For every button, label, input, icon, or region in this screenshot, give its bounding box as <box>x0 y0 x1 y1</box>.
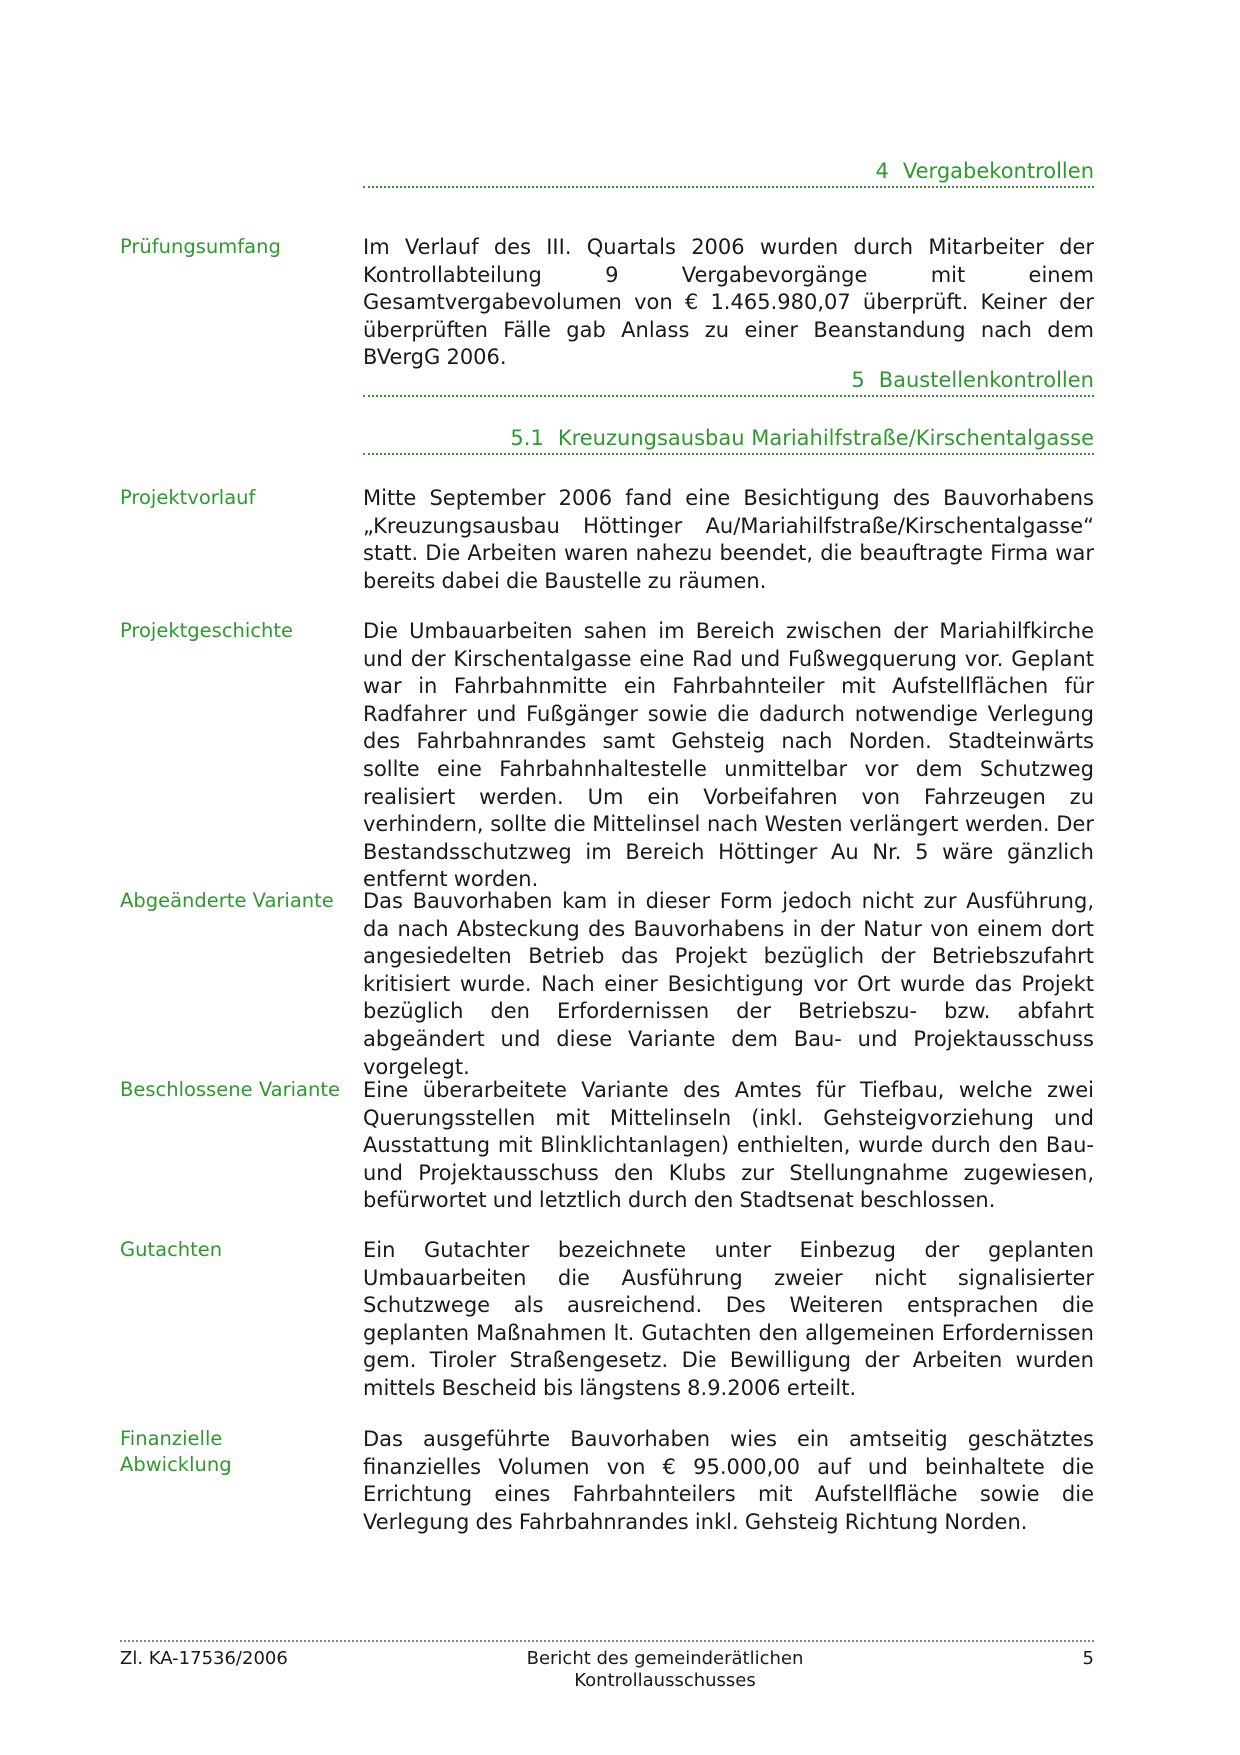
footer-title: Bericht des gemeinderätlichen Kontrollausschusses <box>526 1648 804 1691</box>
margin-label-pruefungsumfang: Prüfungsumfang <box>120 235 281 258</box>
paragraph-beschlossene-variante: Eine überarbeitete Variante des Amtes für Tiefbau, welche zwei Querungsstellen mit Mittelinseln (inkl. Gehsteigvorziehung und Ausstattung mit Blinklichtanlagen) enthielten, wurde durch den Bau- und Projektausschuss den Klubs zur Stellungnahme zugewiesen, befürwortet und letztlich durch den Stadtsenat beschlossen. <box>363 1078 1094 1213</box>
heading-number: 4 <box>875 159 889 183</box>
heading-number: 5.1 <box>510 426 544 450</box>
heading-title: Baustellenkontrollen <box>878 368 1094 392</box>
paragraph-projektvorlauf: Mitte September 2006 fand eine Besichtigung des Bauvorhabens „Kreuzungsausbau Höttinger Au/Mariahilfstraße/Kirschentalgasse“ statt. Die Arbeiten waren nahezu beendet, die beauftragte Firma war bereits dabei die Baustelle zu räumen. <box>363 486 1094 593</box>
section-heading-4 <box>363 158 1094 188</box>
paragraph-abgeaenderte-variante: Das Bauvorhaben kam in dieser Form jedoch nicht zur Ausführung, da nach Absteckung des Bauvorhabens in der Natur von einem dort angesiedelten Betrieb das Projekt bezüglich der Betriebszufahrt kritisiert wurde. Nach einer Besichtigung vor Ort wurde das Projekt bezüglich den Erfordernissen der Betriebszu- bzw. abfahrt abgeändert und diese Variante dem Bau- und Projektausschuss vorgelegt. <box>363 889 1094 1079</box>
heading-title: Vergabekontrollen <box>902 159 1094 183</box>
heading-number: 5 <box>851 368 865 392</box>
page-number: 5 <box>1082 1648 1094 1669</box>
section-heading-5 <box>363 367 1094 397</box>
paragraph-pruefungsumfang: Im Verlauf des III. Quartals 2006 wurden durch Mitarbeiter der Kontrollabteilung 9 Vergabevorgänge mit einem Gesamtvergabevolumen von € 1.465.980,07 überprüft. Keiner der überprüften Fälle gab Anlass zu einer Beanstandung nach dem BVergG 2006. <box>363 235 1094 370</box>
margin-label-projektgeschichte: Projektgeschichte <box>120 619 294 642</box>
margin-label-abgeaenderte-variante: Abgeänderte Variante <box>120 889 334 912</box>
paragraph-projektgeschichte: Die Umbauarbeiten sahen im Bereich zwischen der Mariahilfkirche und der Kirschentalgasse eine Rad und Fußwegquerung vor. Geplant war in Fahrbahnmitte ein Fahrbahnteiler mit Aufstellflächen für Radfahrer und Fußgänger sowie die dadurch notwendige Verlegung des Fahrbahnrandes samt Gehsteig nach Norden. Stadteinwärts sollte eine Fahrbahnhaltestelle unmittelbar vor dem Schutzweg realisiert werden. Um ein Vorbeifahren von Fahrzeugen zu verhindern, sollte die Mittelinsel nach Westen verlängert werden. Der Bestandsschutzweg im Bereich Höttinger Au Nr. 5 wäre gänzlich entfernt worden. <box>363 619 1094 892</box>
paragraph-finanzielle-abwicklung: Das ausgeführte Bauvorhaben wies ein amtseitig geschätztes finanzielles Volumen von € 95.000,00 auf und beinhaltete die Errichtung eines Fahrbahnteilers mit Aufstellfläche sowie die Verlegung des Fahrbahnrandes inkl. Gehsteig Richtung Norden. <box>363 1427 1094 1534</box>
heading-title: Kreuzungsausbau Mariahilfstraße/Kirschentalgasse <box>557 426 1094 450</box>
margin-label-projektvorlauf: Projektvorlauf <box>120 486 256 509</box>
margin-label-finanzielle-abwicklung: Finanzielle Abwicklung <box>120 1427 232 1476</box>
section-heading-5-1 <box>363 425 1094 455</box>
margin-label-gutachten: Gutachten <box>120 1238 223 1261</box>
footer-reference: Zl. KA-17536/2006 <box>120 1648 288 1669</box>
footer-divider <box>120 1640 1094 1642</box>
paragraph-gutachten: Ein Gutachter bezeichnete unter Einbezug der geplanten Umbauarbeiten die Ausführung zweier nicht signalisierter Schutzwege als ausreichend. Des Weiteren entsprachen die geplanten Maßnahmen lt. Gutachten den allgemeinen Erfordernissen gem. Tiroler Straßengesetz. Die Bewilligung der Arbeiten wurden mittels Bescheid bis längstens 8.9.2006 erteilt. <box>363 1238 1094 1400</box>
margin-label-beschlossene-variante: Beschlossene Variante <box>120 1078 340 1101</box>
